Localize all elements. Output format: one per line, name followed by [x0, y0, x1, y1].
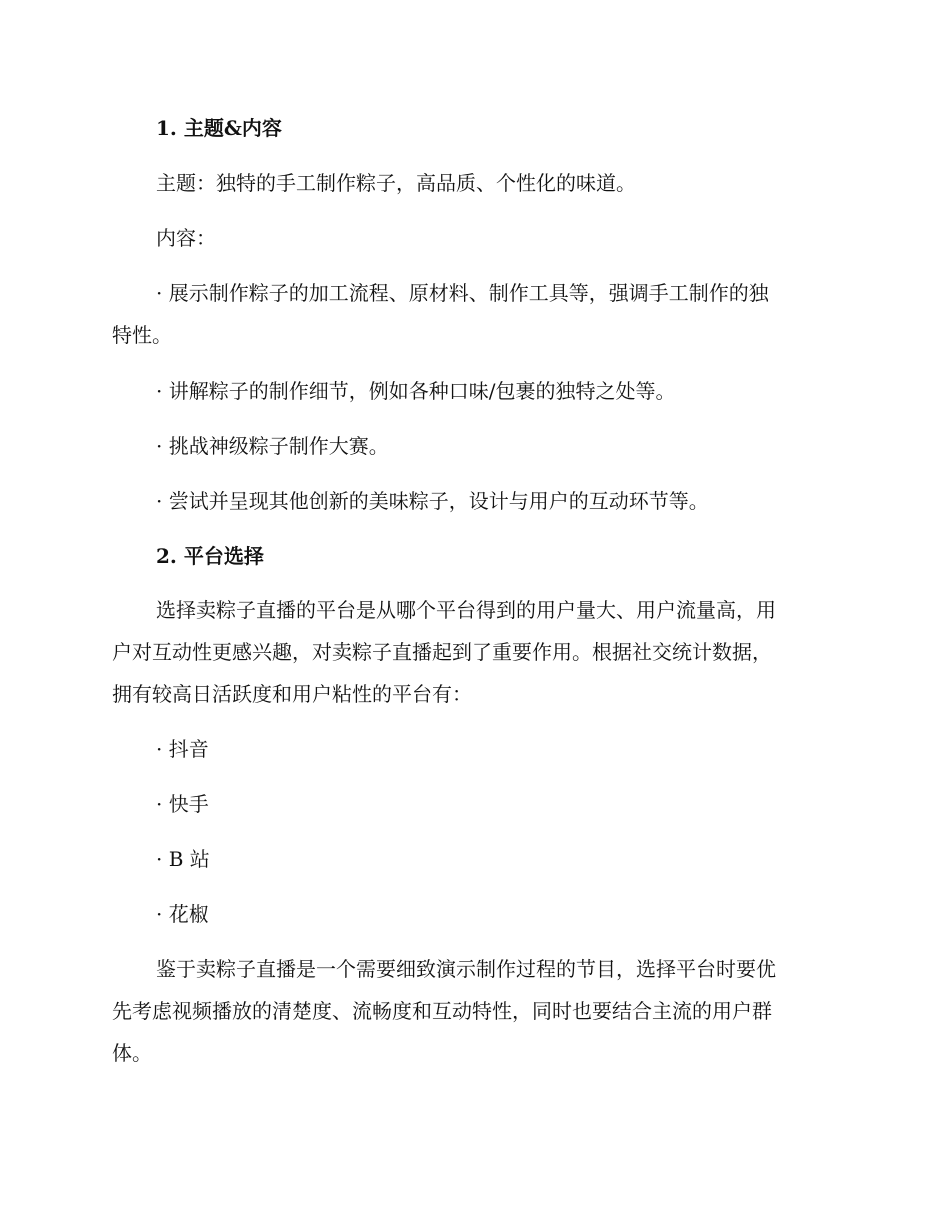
- platform-item-huajiao: · 花椒: [156, 902, 209, 926]
- platform-item-bilibili: · B 站: [156, 847, 210, 871]
- theme-statement: 主题：独特的手工制作粽子，高品质、个性化的味道。: [156, 171, 636, 195]
- content-bullet-3: · 挑战神级粽子制作大赛。: [156, 434, 389, 458]
- content-bullet-4: · 尝试并呈现其他创新的美味粽子，设计与用户的互动环节等。: [156, 489, 709, 513]
- section-heading-theme-content: 1. 主题&内容: [156, 116, 282, 140]
- platform-item-douyin: · 抖音: [156, 737, 209, 761]
- platform-intro-line-2: 户对互动性更感兴趣，对卖粽子直播起到了重要作用。根据社交统计数据，: [112, 640, 772, 664]
- conclusion-line-1: 鉴于卖粽子直播是一个需要细致演示制作过程的节目，选择平台时要优: [156, 957, 776, 981]
- content-label: 内容：: [156, 226, 216, 250]
- conclusion-line-2: 先考虑视频播放的清楚度、流畅度和互动特性，同时也要结合主流的用户群: [112, 999, 772, 1023]
- section-heading-platform-choice: 2. 平台选择: [156, 544, 264, 568]
- conclusion-line-3: 体。: [112, 1041, 152, 1065]
- platform-intro-line-1: 选择卖粽子直播的平台是从哪个平台得到的用户量大、用户流量高，用: [156, 598, 776, 622]
- content-bullet-2: · 讲解粽子的制作细节，例如各种口味/包裹的独特之处等。: [156, 379, 676, 403]
- platform-item-kuaishou: · 快手: [156, 792, 209, 816]
- content-bullet-1-line-2: 特性。: [112, 323, 172, 347]
- platform-intro-line-3: 拥有较高日活跃度和用户粘性的平台有：: [112, 682, 472, 706]
- content-bullet-1-line-1: · 展示制作粽子的加工流程、原材料、制作工具等，强调手工制作的独: [156, 281, 769, 305]
